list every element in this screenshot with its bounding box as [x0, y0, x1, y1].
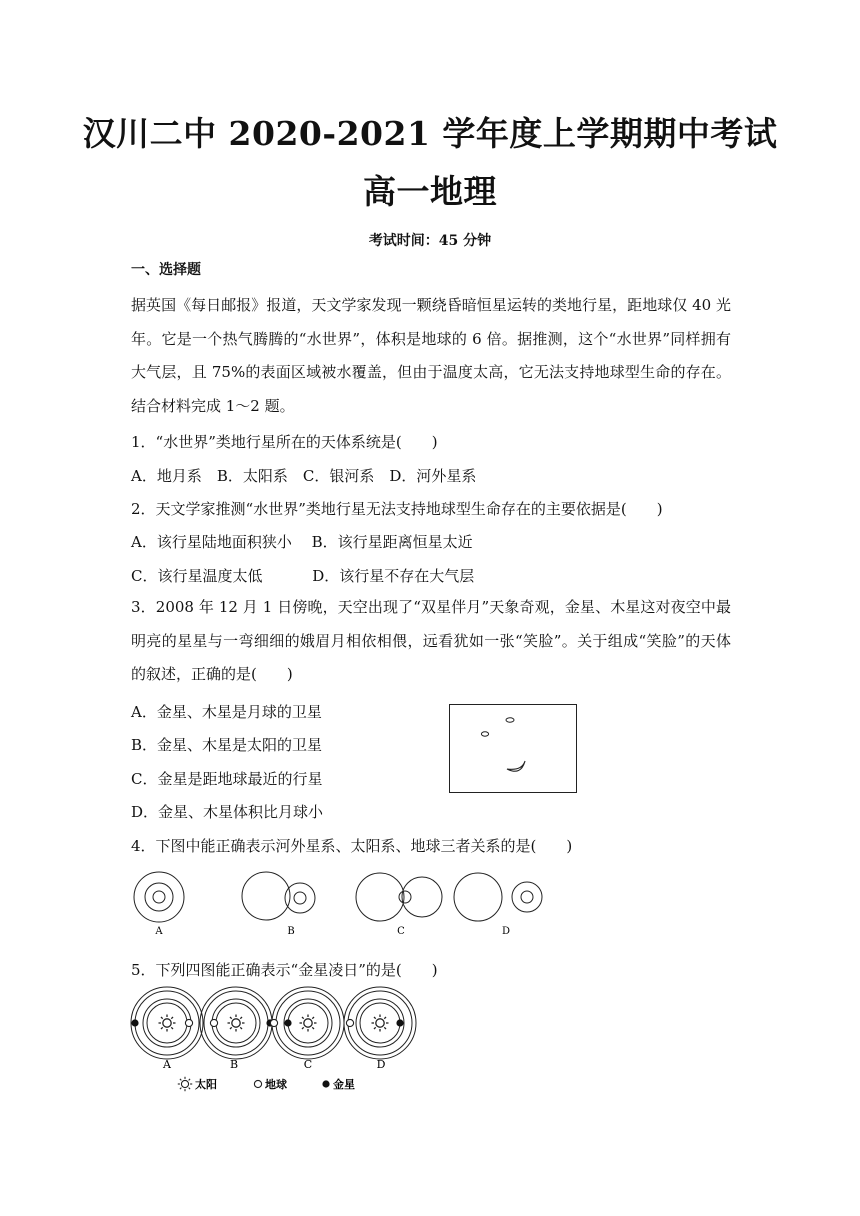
figure-5-label-c: C [303, 1058, 313, 1071]
question-3-stem: 3．2008 年 12 月 1 日傍晚，天空出现了“双星伴月”天象奇观，金星、木星这对夜空中最明亮的星星与一弯细细的娥眉月相依相偎，远看犹如一张“笑脸”。关于组成“笑脸”的天体的叙述，正确的是( ) [131, 598, 731, 683]
figure-5-option-c [270, 987, 344, 1059]
figure-5-label-a: A [163, 1058, 171, 1071]
question-2-options-ab: A．该行星陆地面积狭小 B．该行星距离恒星太近 [131, 533, 473, 551]
figure-4-option-c [356, 873, 442, 921]
question-1-options: A．地月系 B．太阳系 C．银河系 D．河外星系 [131, 467, 477, 485]
figure-4-label-a: A [155, 926, 163, 937]
venus-dot [396, 1019, 403, 1026]
figure-5-option-d [344, 987, 416, 1059]
figure-4-label-b: B [287, 926, 295, 937]
exam-subject: 高一地理 [363, 172, 497, 211]
exam-title: 汉川二中 2020-2021 学年度上学期期中考试 [82, 114, 778, 153]
legend-earth-icon [254, 1080, 261, 1087]
section-heading: 一、选择题 [131, 262, 201, 278]
question-3-option-d: D．金星、木星体积比月球小 [131, 803, 324, 821]
earth-dot [270, 1019, 277, 1026]
question-3-option-c: C．金星是距地球最近的行星 [131, 770, 323, 788]
figure-5-option-b [200, 987, 274, 1059]
venus-transit-figure [128, 988, 428, 1096]
legend-venus-label: 金星 [333, 1078, 355, 1091]
question-5-stem: 5．下列四图能正确表示“金星凌日”的是( ) [131, 961, 438, 979]
venus-dot [284, 1019, 291, 1026]
venus-mark [481, 732, 488, 736]
legend-sun-icon [178, 1077, 192, 1091]
figure-4-option-b [242, 872, 315, 920]
figure-5-label-b: B [229, 1058, 239, 1071]
question-3-option-a: A．金星、木星是月球的卫星 [131, 703, 322, 721]
figure-5-option-a [131, 987, 203, 1059]
smiley-sky-figure [449, 704, 577, 793]
earth-dot [185, 1019, 192, 1026]
figure-4-option-a [134, 872, 184, 922]
earth-dot [210, 1019, 217, 1026]
figure-5-label-d: D [376, 1058, 386, 1071]
question-2-options-cd: C．该行星温度太低 D．该行星不存在大气层 [131, 567, 475, 585]
crescent-moon-mark [507, 761, 525, 771]
galaxy-relation-figure [130, 868, 550, 940]
question-3-option-b: B．金星、木星是太阳的卫星 [131, 736, 323, 754]
jupiter-mark [506, 718, 514, 722]
legend-earth-label: 地球 [265, 1078, 287, 1091]
material-paragraph: 据英国《每日邮报》报道，天文学家发现一颗绕昏暗恒星运转的类地行星，距地球仅 40 光年。它是一个热气腾腾的“水世界”，体积是地球的 6 倍。据推测，这个“水世界”同样拥有大气层，且 75%的表面区域被水覆盖，但由于温度太高，它无法支持地球型生命的存在。结合材料完成 1～2 题。 [131, 296, 731, 415]
question-2-stem: 2．天文学家推测“水世界”类地行星无法支持地球型生命存在的主要依据是( ) [131, 500, 663, 518]
question-1-stem: 1．“水世界”类地行星所在的天体系统是( ) [131, 433, 438, 451]
question-4-stem: 4．下图中能正确表示河外星系、太阳系、地球三者关系的是( ) [131, 837, 573, 855]
legend-sun-label: 太阳 [195, 1078, 217, 1091]
legend-venus-icon [322, 1080, 329, 1087]
figure-4-label-d: D [501, 926, 511, 937]
earth-dot [346, 1019, 353, 1026]
exam-time: 考试时间：45 分钟 [368, 233, 492, 249]
figure-4-option-d [454, 873, 542, 921]
figure-4-label-c: C [397, 926, 405, 937]
venus-dot [131, 1019, 138, 1026]
